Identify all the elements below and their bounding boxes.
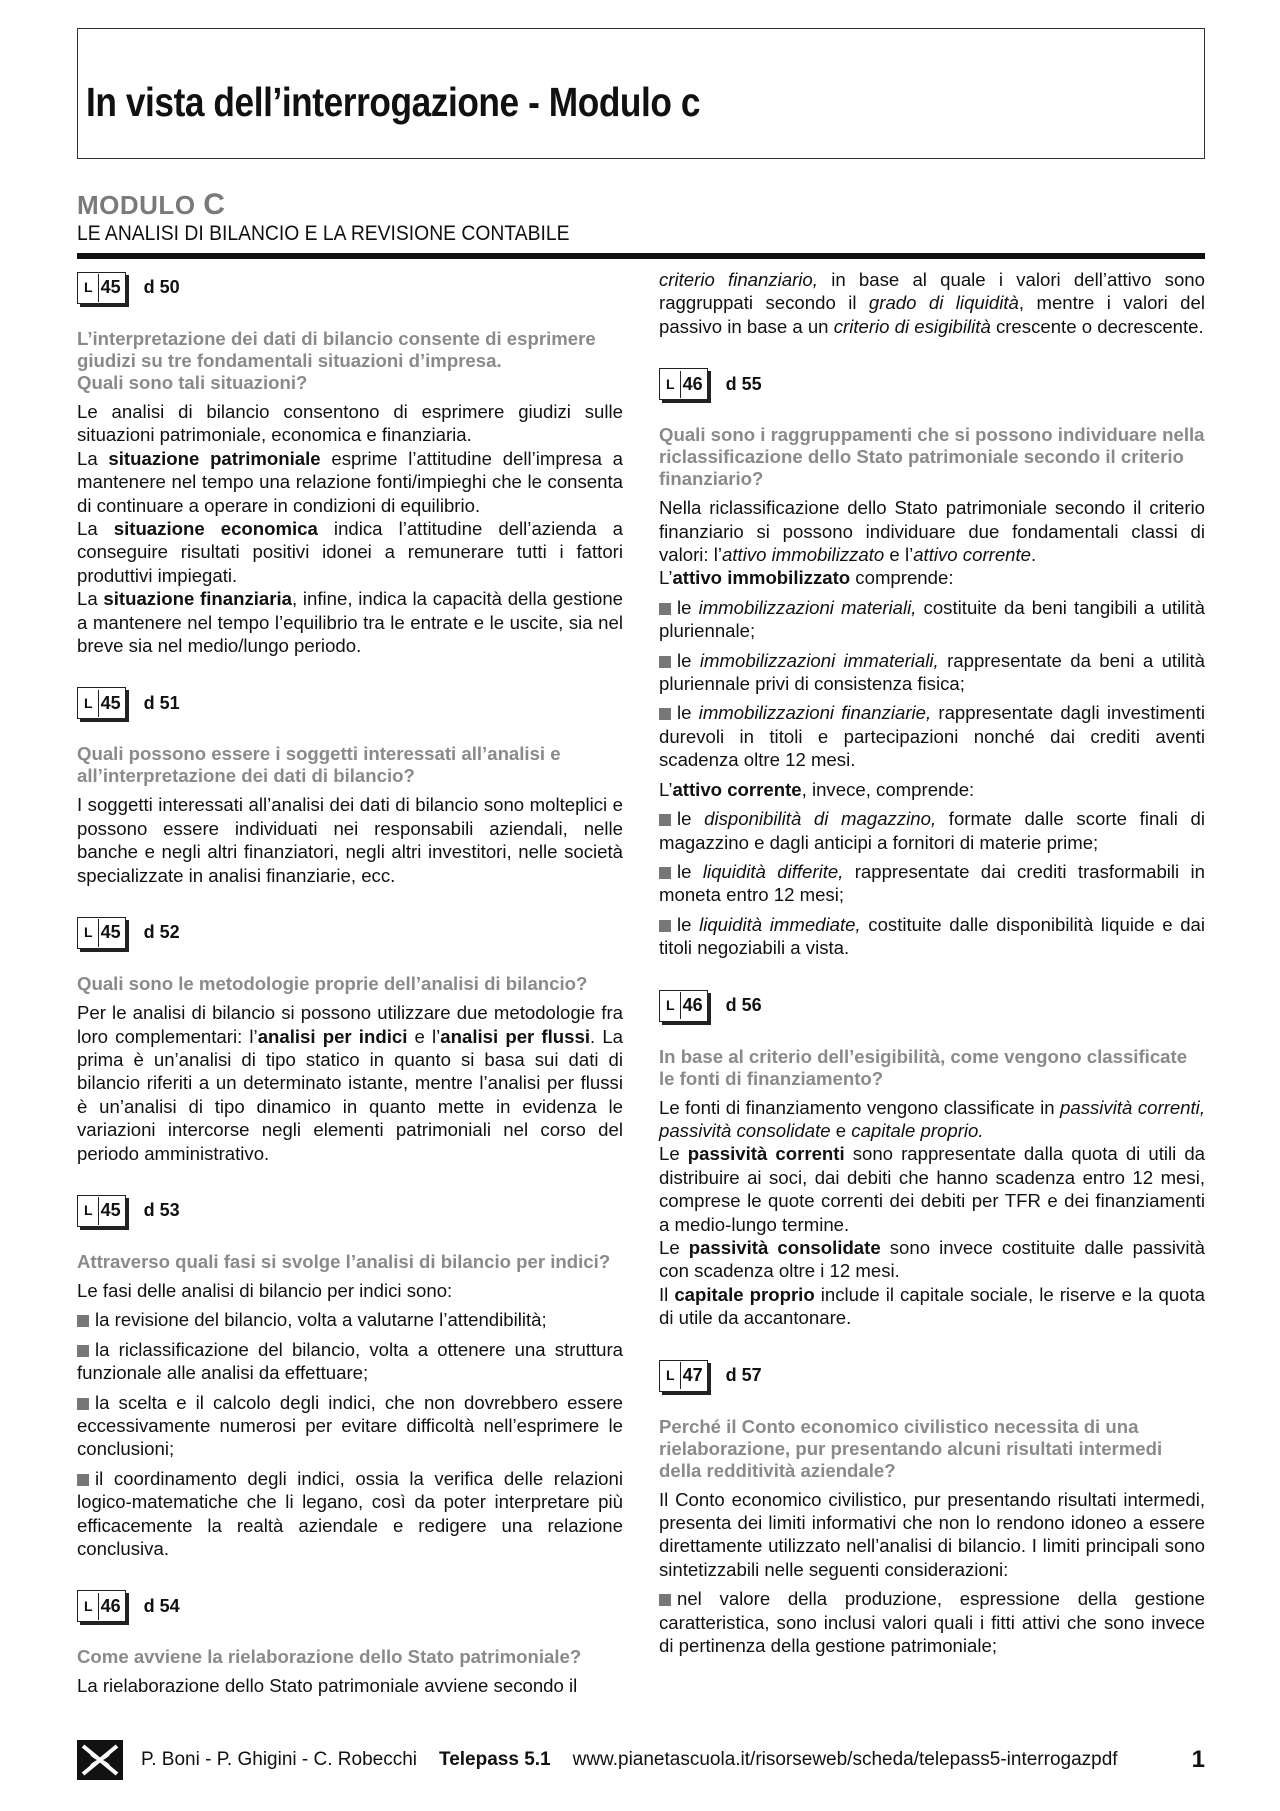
question-code: d 54 [143,1595,180,1616]
page-number: 1 [1191,1746,1205,1773]
section-header-d56 [659,990,1205,1022]
answer-d54-part2: criterio finanziario, in base al quale i valori dell’attivo sono raggruppati secondo il grado di liquidità, mentre i valori del passivo in base a un criterio di esigibilità crescente o decrescente. [659,269,1205,337]
question-d52: Quali sono le metodologie proprie dell’analisi di bilancio? [77,973,588,995]
square-bullet-icon [659,814,671,826]
answer-d56-p1: Le fonti di finanziamento vengono classificate in passività correnti, passività consolidate e capitale proprio. [659,1096,1205,1141]
modulo-label [77,188,225,222]
square-bullet-icon [659,656,671,668]
title-box [77,28,1205,159]
list-item: il coordinamento degli indici, ossia la verifica delle relazioni logico-matematiche che li legano, così da poter interpretare più efficacemente la realtà aziendale e redigere una relazione conclusiva. [77,1467,623,1559]
list-item: le liquidità differite, rappresentate dai crediti trasformabili in moneta entro 12 mesi; [659,860,1205,906]
page-footer [77,1740,1205,1780]
lesson-badge: L 46 [659,990,708,1022]
section-header-d54 [77,1590,623,1622]
answer-d56-p2: Le passività correnti sono rappresentate dalla quota di utili da distribuire ai soci, dai debiti che hanno scadenza entro 12 mesi, comprese le quote correnti dei debiti per TFR e dei finanziamenti a medio-lungo termine. [659,1143,1206,1235]
footer-book: Telepass 5.1 [439,1749,551,1770]
square-bullet-icon [659,603,671,615]
square-bullet-icon [659,867,671,879]
square-bullet-icon [659,708,671,720]
lesson-badge: L 46 [77,1590,126,1622]
question-code: d 52 [143,922,180,943]
question-code: d 57 [725,1364,762,1385]
list-item: nel valore della produzione, espressione della gestione caratteristica, sono inclusi valori quali i fitti attivi che sono invece di pertinenza della gestione patrimoniale; [659,1588,1205,1657]
square-bullet-icon [659,1594,671,1606]
answer-d51: I soggetti interessati all’analisi dei dati di bilancio sono molteplici e possono essere individuati nei responsabili aziendali, nelle banche e negli altri finanziatori, negli altri investitori, nelle società specializzate in analisi finanziarie, ecc. [77,794,623,886]
modulo-subtitle: LE ANALISI DI BILANCIO E LA REVISIONE CONTABILE [77,222,570,245]
answer-d50-p3: La situazione economica indica l’attitudine dell’azienda a conseguire risultati positivi idonei a remunerare tutti i fattori produttivi impiegati. [77,518,623,586]
list-item: le immobilizzazioni materiali, costituite da beni tangibili a utilità pluriennale; [659,596,1206,642]
footer-url[interactable]: www.pianetascuola.it/risorseweb/scheda/telepass5-interrogazpdf [572,1749,1118,1770]
question-d54: Come avviene la rielaborazione dello Stato patrimoniale? [77,1646,582,1668]
publisher-logo-icon [77,1740,123,1780]
lesson-badge: L 45 [77,687,126,719]
header-rule [77,253,1205,259]
answer-d55-corr: L’attivo corrente, invece, comprende: [659,778,975,800]
question-d51: Quali possono essere i soggetti interessati all’analisi e all’interpretazione dei dati di bilancio? [77,743,561,787]
list-item: la revisione del bilancio, volta a valutarne l’attendibilità; [77,1308,623,1331]
question-code: d 55 [725,373,762,394]
list-item: la scelta e il calcolo degli indici, che non dovrebbero essere eccessivamente numerosi per evitare difficoltà nell’esprimere le conclusioni; [77,1391,623,1460]
answer-d55-p1: Nella riclassificazione dello Stato patrimoniale secondo il criterio finanziario si possono individuare due fondamentali classi di valori: l’attivo immobilizzato e l’attivo corrente. [659,497,1205,566]
question-d57: Perché il Conto economico civilistico necessita di una rielaborazione, pur presentando alcuni risultati intermedi della redditività aziendale? [659,1415,1163,1481]
list-item: le liquidità immediate, costituite dalle disponibilità liquide e dai titoli negoziabili a vista. [659,913,1206,959]
answer-d57: Il Conto economico civilistico, pur presentando risultati intermedi, presenta dei limiti informativi che non lo rendono idoneo a essere direttamente utilizzato nell’analisi di bilancio. I limiti principali sono sintetizzabili nelle seguenti considerazioni: [659,1488,1205,1580]
question-d56: In base al criterio dell’esigibilità, come vengono classificate le fonti di finanziamento? [659,1045,1188,1089]
modulo-letter: C [203,188,226,221]
lesson-badge: L 45 [77,272,126,304]
answer-d55-imm: L’attivo immobilizzato comprende: [659,567,954,589]
question-d55: Quali sono i raggruppamenti che si possono individuare nella riclassificazione dello Stato patrimoniale secondo il criterio finanziario? [659,424,1205,490]
answer-d50-p1: Le analisi di bilancio consentono di esprimere giudizi sulle situazioni patrimoniale, economica e finanziaria. [77,401,623,446]
lesson-badge: L 47 [659,1360,708,1392]
square-bullet-icon [659,920,671,932]
question-code: d 53 [143,1200,180,1221]
section-header-d55 [659,368,1205,400]
answer-d52: Per le analisi di bilancio si possono utilizzare due metodologie fra loro complementari: l’analisi per indici e l’analisi per flussi. La prima è un’analisi di tipo statico in quanto si basa sui dati di bilancio riferiti a un determinato istante, mentre l’analisi per flussi è un’analisi di tipo dinamico in quanto mette in evidenza le variazioni intercorse negli elementi patrimoniali nel corso del periodo amministrativo. [77,1002,624,1164]
answer-d56-p3: Le passività consolidate sono invece costituite dalle passività con scadenza oltre i 12 mesi. [659,1236,1205,1282]
section-header-d50 [77,272,623,304]
square-bullet-icon [77,1345,89,1357]
answer-d54-part1: La rielaborazione dello Stato patrimoniale avviene secondo il [77,1675,578,1697]
square-bullet-icon [77,1315,89,1327]
section-header-d53 [77,1195,623,1227]
section-header-d57 [659,1360,1205,1392]
list-item: le immobilizzazioni finanziarie, rappresentate dagli investimenti durevoli in titoli e partecipazioni nonché dai crediti aventi scadenza oltre 12 mesi. [659,702,1205,771]
section-header-d52 [77,917,623,949]
answer-d50-p4: La situazione finanziaria, infine, indica la capacità della gestione a mantenere nel tempo l’equilibrio tra le entrate e le uscite, sia nel breve sia nel medio/lungo periodo. [77,588,624,657]
page-title: In vista dell’interrogazione - Modulo c [86,79,701,125]
answer-d50-p2: La situazione patrimoniale esprime l’attitudine dell’impresa a mantenere nel tempo una relazione fonti/impieghi che le consenta di continuare a operare in condizioni di equilibrio. [77,447,623,516]
footer-authors: P. Boni - P. Ghigini - C. Robecchi [141,1749,417,1770]
list-item: la riclassificazione del bilancio, volta a ottenere una struttura funzionale alle analisi da effettuare; [77,1338,623,1384]
lesson-badge: L 46 [659,368,708,400]
right-column [659,268,1205,1663]
list-item: le disponibilità di magazzino, formate dalle scorte finali di magazzino e dagli anticipi a fornitori di materie prime; [659,808,1206,853]
lesson-badge: L 45 [77,1195,126,1227]
question-code: d 50 [143,277,180,298]
question-code: d 51 [143,692,180,713]
question-code: d 56 [725,994,762,1015]
lesson-badge: L 45 [77,917,126,949]
answer-d53-intro: Le fasi delle analisi di bilancio per indici sono: [77,1279,453,1301]
answer-d56-p4: Il capitale proprio include il capitale sociale, le riserve e la quota di utile da accantonare. [659,1283,1205,1329]
square-bullet-icon [77,1398,89,1410]
list-item: le immobilizzazioni immateriali, rappresentate da beni a utilità pluriennale privi di consistenza fisica; [659,649,1206,695]
question-d53: Attraverso quali fasi si svolge l’analisi di bilancio per indici? [77,1250,611,1272]
question-d50: L’interpretazione dei dati di bilancio consente di esprimere giudizi su tre fondamentali situazioni d’impresa. Quali sono tali situazioni? [77,328,596,393]
section-header-d51 [77,687,623,719]
modulo-word: MODULO [77,190,196,220]
left-column [77,268,623,1698]
square-bullet-icon [77,1474,89,1486]
